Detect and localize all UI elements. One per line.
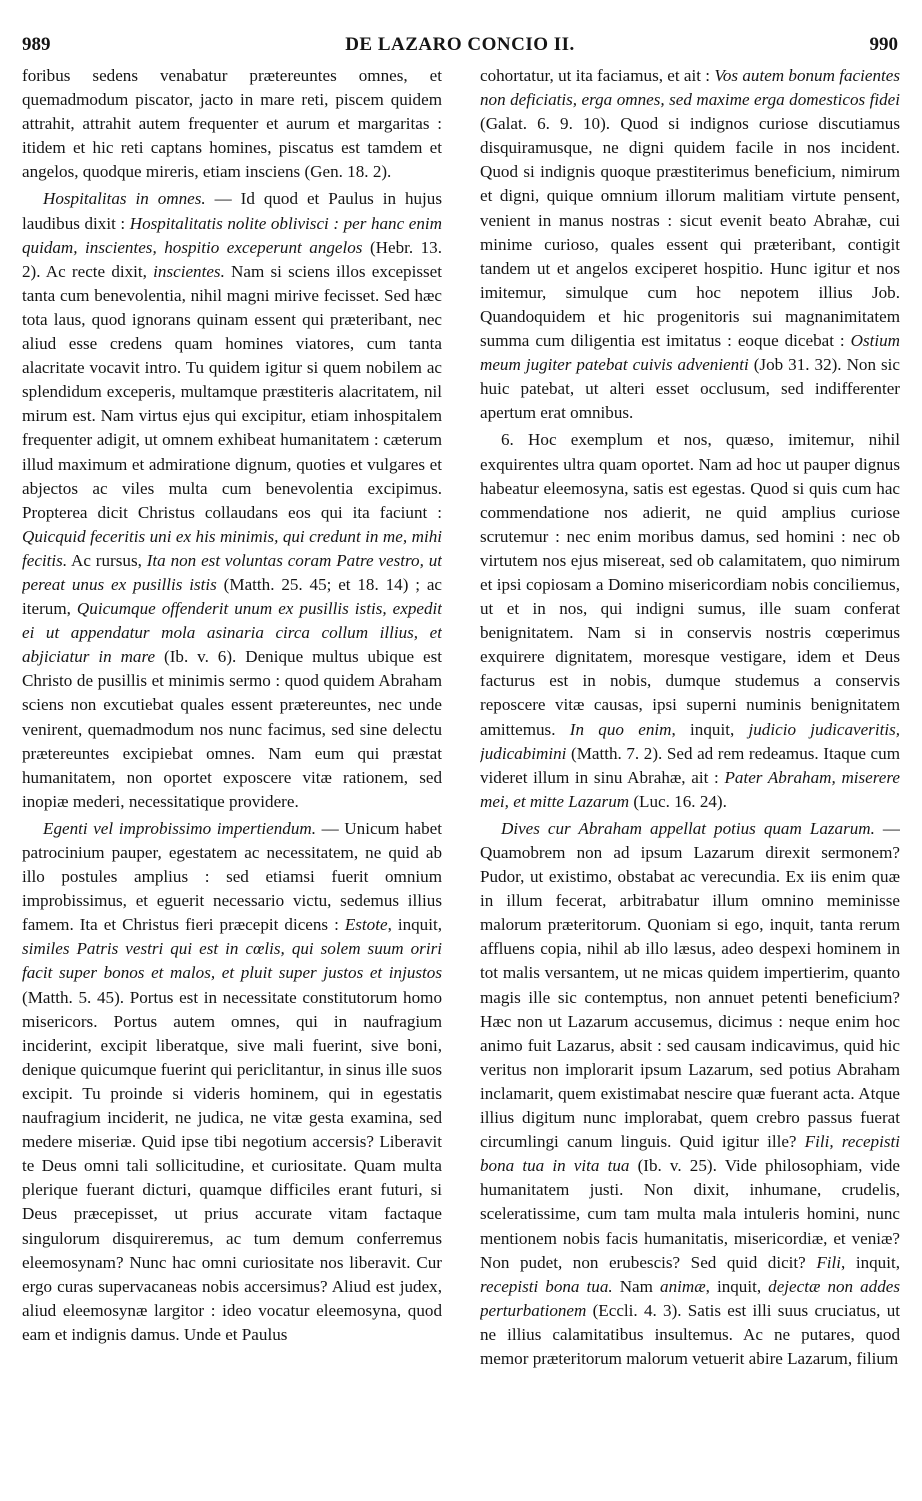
left-column <box>22 64 442 1484</box>
text-run: , inquit, <box>671 719 749 739</box>
running-title: DE LAZARO CONCIO II. <box>345 34 575 55</box>
text-run: Ac rursus, <box>67 550 147 570</box>
text-run: foribus sedens venabatur prætereuntes omnes, et quemadmodum piscator, jacto in mare reti, piscem quidem attrahit, attrahit autem frequenter et aurum et margaritas : itidem et hic reti captans homines, piscatus est tamdem et angelos, quodque mireris, etiam insciens (Gen. 18. 2). <box>22 66 442 182</box>
page-number-left: 989 <box>22 34 51 55</box>
italic-text: Quicquid feceritis uni ex his minimis, qui credunt in me, mihi fecitis. <box>22 526 442 570</box>
italic-text: recepisti bona tua. <box>480 1276 613 1296</box>
italic-text: dejectæ non addes perturbationem <box>480 1276 900 1320</box>
continued-paragraph <box>480 64 900 425</box>
text-run: (Luc. 16. 24). <box>629 791 727 811</box>
italic-text: similes Patris vestri qui est in cœlis, qui solem suum oriri facit super bonos et malos, et pluit super justos et injustos <box>22 939 442 983</box>
paragraph <box>22 187 442 813</box>
italic-text: Estote <box>344 915 388 935</box>
text-run: (Matth. 7. 2). Sed ad rem redeamus. Itaque cum videret illum in sinu Abrahæ, ait : <box>480 743 900 787</box>
text-run: , inquit, <box>387 915 442 935</box>
text-run: — Quamobrem non ad ipsum Lazarum direxit sermonem? Pudor, ut existimo, obstabat ac verecundia. Ex iis enim quæ in illum fecerat, arbitrabatur illum omnino meminisse malorum præteritorum. Quoniam si ego, inquit, tanta rerum affluens copia, nihil ab illo læsus, adeo despexi hominem in tot malis versantem, ut ne micas quidem impertierim, quanto magis ille sic contemptus, non annuet petenti beneficium? Hæc non ut Lazarum accusemus, dicimus : neque enim hoc animo fuit Lazarus, absit : sed causam indicavimus, quid hic veritus non implorarit ipsum Lazarum, sed potius Abraham inclamarit, quem existimabat nescire quæ fuerant acta. Atque illius digitum nunc implorabat, quem crebro passus fuerat circumlingi canum linguis. Quid igitur ille? <box>480 818 900 1152</box>
text-run: Nam si sciens illos excepisset tanta cum benevolentia, nihil magni mirive fecisset. Sed hæc tota laus, quod ignorans quinam essent qui præteribant, nec aliud esse credens quam homines viatores, cum tanta alacritate vocavit intro. Tu quidem igitur si quem nobilem ac splendidum exceperis, multamque præstiteris alacritatem, nil mirum est. Nam virtus ejus qui excipitur, etiam inhospitalem frequenter adigit, ut omnem exhibeat humanitatem : cæterum illud maximum et admiratione dignum, quoties et vulgares et abjectos ac viles multa cum benevolentia excipimus. Propterea dicit Christus collaudans eos qui ita faciunt : <box>22 261 442 522</box>
paragraph <box>480 817 900 1371</box>
italic-text: Hospitalitas in omnes. <box>43 189 206 209</box>
text-run: (Matth. 5. 45). Portus est in necessitate constitutorum homo misericors. Portus autem omnes, qui in naufragium inciderint, excipit liberatque, sive mali fuerint, sive boni, denique quicumque fuerint qui periclitantur, in sinus ille suos excipit. Tu proinde si videris hominem, qui in egestatis naufragium inciderit, ne judica, ne vitæ gesta examina, sed medere miseriæ. Quid ipse tibi negotium accersis? Liberavit te Deus omni tali sollicitudine, et curiositate. Quam multa plerique fuerant dicturi, quamque difficiles erant futuri, si Deus præcepisset, ut prius accurate vitam factaque singulorum disquireremus, ac tum demum conferremus eleemosynam? Nunc hac omni curiositate nos liberavit. Cur ergo curas supervacaneas nobis accersimus? Aliud est judex, aliud eleemosynæ largitor : ideo vocatur eleemosyna, quod eam et indignis damus. Unde et Paulus <box>22 987 442 1344</box>
text-run: , inquit, <box>841 1252 900 1272</box>
italic-text: Ostium meum jugiter patebat cuivis advenienti <box>480 331 900 375</box>
italic-text: judicio judicaveritis, judicabimini <box>480 719 900 763</box>
italic-text: Dives cur Abraham appellat potius quam Lazarum. <box>501 818 875 838</box>
right-column <box>480 64 900 1484</box>
italic-text: In quo enim <box>569 719 672 739</box>
continued-paragraph <box>22 64 442 184</box>
text-run: Nam <box>612 1276 661 1296</box>
italic-text: Ita non est voluntas coram Patre vestro, ut pereat unus ex pusillis istis <box>22 550 442 594</box>
italic-text: Quicumque offenderit unum ex pusillis istis, expedit ei ut appendatur mola asinaria circa collum illius, et abjiciatur in mare <box>22 599 442 667</box>
text-run: (Eccli. 4. 3). Satis est illi suus cruciatus, ut ne illius calamitatibus insultemus. Ac ne putares, quod memor præteritorum malorum vetuerit abire Lazarum, filium <box>480 1300 900 1368</box>
text-run: (Matth. 25. 45; et 18. 14) ; ac iterum, <box>22 574 442 619</box>
paragraph <box>22 817 442 1347</box>
page-number-right: 990 <box>869 34 898 55</box>
text-run: (Galat. 6. 9. 10). Quod si indignos curiose discutiamus disquiramusque, ne digni quidem facile in nos incident. Quod si indignis quoque præstiterimus beneficium, nimirum et digni, quique omnium illorum malitiam virtute pensent, venient in manus nostras : sicut evenit beato Abrahæ, cui minime curioso, quales essent qui præteribant, contigit tandem ut et angelos exciperet hospitio. Hunc igitur et nos imitemur, simulque cum hoc nepotem illius Job. Quandoquidem et hic progenitoris sui magnanimitatem summa cum diligentia est imitatus : eoque dicebat : <box>480 114 900 351</box>
italic-text: Pater Abraham, miserere mei, et mitte Lazarum <box>480 767 900 811</box>
text-run: 6. Hoc exemplum et nos, quæso, imitemur, nihil exquirentes ultra quam oportet. Nam ad hoc ut pauper dignus habeatur eleemosyna, satis est egestas. Quod si quis cum hac commendatione nos adierit, ne quid amplius curiose scrutemur : nec enim moribus damus, sed homini : nec ob virtutem nos ejus misereat, sed ob calamitatem, quo nimirum et ipsi copiosam a Domino misericordiam nobis conciliemus, ut et in nos, qui indigni sumus, ille suam conferat benignitatem. Nam si in conservis nostris cœperimus exquirere dignitatem, moresque vestigare, idem et Deus facturus est in nobis, dumque studemus a conservis reposcere vitæ causas, ipsi superni numinis benignitatem amittemus. <box>480 430 900 739</box>
running-header <box>22 34 898 58</box>
paragraph <box>480 428 900 814</box>
text-run: — Id quod et Paulus in hujus laudibus dixit : <box>22 189 442 233</box>
text-run: (Ib. v. 25). Vide philosophiam, vide humanitatem justi. Non dixit, inhumane, crudelis, sceleratissime, cum tam multa mala intuleris homini, nunc mentionem nobis facis humanitatis, misericordiæ, et veniæ? Non pudet, non erubescis? Sed quid dicit? <box>480 1156 900 1272</box>
italic-text: animæ <box>660 1276 706 1296</box>
text-run: (Job 31. 32). Non sic huic patebat, ut alteri esset occlusum, sed indifferenter apertum erat omnibus. <box>480 355 900 423</box>
italic-text: Fili, recepisti bona tua in vita tua <box>480 1132 900 1176</box>
text-run: cohortatur, ut ita faciamus, et ait : <box>480 66 715 85</box>
italic-text: inscientes. <box>153 261 225 281</box>
italic-text: Fili <box>816 1252 842 1272</box>
text-run: (Hebr. 13. 2). Ac recte dixit, <box>22 237 442 281</box>
italic-text: Vos autem bonum facientes non deficiatis, erga omnes, sed maxime erga domesticos fidei <box>480 66 900 110</box>
italic-text: Egenti vel improbissimo impertiendum. <box>43 818 317 838</box>
text-run: (Ib. v. 6). Denique multus ubique est Christo de pusillis et minimis sermo : quod quidem Abraham sciens non excutiebat quales essent prætereuntes, nec unde venirent, quemadmodum nos nunc facimus, sed sine delectu prætereuntes excipiebat omnes. Nam eum qui præstat humanitatem, non oportet exposcere vitæ rationem, sed inopiæ mederi, necessitatique providere. <box>22 647 442 811</box>
text-run: — Unicum habet patrocinium pauper, egestatem ac necessitatem, ne quid ab illo postules amplius : sed etiamsi fuerit omnium improbissimus, et eguerit necessario victu, sedemus illius famem. Ita et Christus fieri præcepit dicens : <box>22 818 442 935</box>
text-run: , inquit, <box>705 1276 769 1296</box>
italic-text: Hospitalitatis nolite oblivisci : per hanc enim quidam, inscientes, hospitio exceperunt angelos <box>22 213 442 257</box>
